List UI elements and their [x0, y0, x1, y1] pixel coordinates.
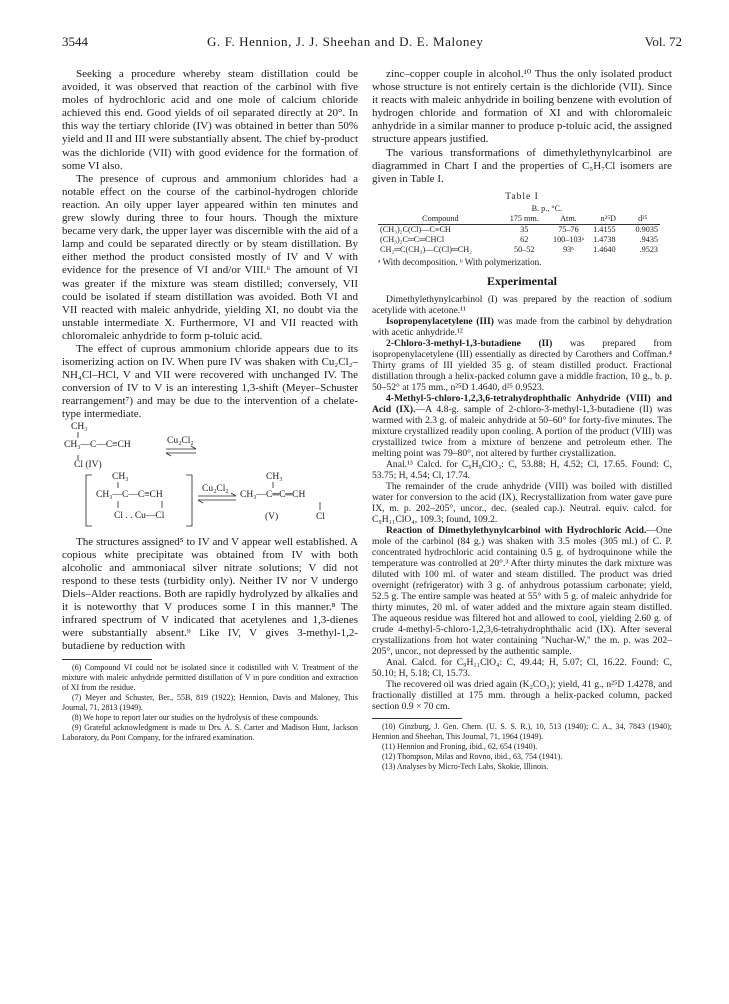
paragraph-text: was made from the carbinol by dehydration with acetic anhydride.¹² — [372, 315, 672, 338]
table-cell: .9435 — [639, 234, 658, 244]
compound-name: Isopropenylacetylene (III) — [386, 315, 494, 327]
page-number: 3544 — [62, 34, 88, 49]
paragraph: The various transformations of dimethylethynylcarbinol are diagrammed in Chart I and the properties of C₅H₇Cl isomers are given in Table I. — [372, 146, 672, 185]
right-column — [372, 68, 672, 772]
analysis: Anal. Calcd. for C₉H₁₁ClO₄: C, 49.44; H, 5.07; Cl, 16.22. Found: C, 50.10; H, 5.18; Cl, 15.73. — [372, 656, 672, 679]
reagent-label: Cu₂Cl₂ — [167, 435, 194, 446]
paragraph-text: —A 4.8-g. sample of 2-chloro-3-methyl-1,3-butadiene (II) was warmed with 2.3 g. of maleic anhydride at 50–60° for forty-five minutes. The mixture crystallized readily upon cooling. A portion of the product (VIII) was crystallized twice from a mixture of benzene and petroleum ether. The melting point was 79–80°, not altered by further crystallization. — [372, 403, 672, 459]
chelate-copper: Cl . . Cu—Cl — [114, 510, 165, 521]
compound-iv-label: Cl (IV) — [74, 459, 102, 470]
paragraph — [372, 525, 672, 657]
paragraph: The recovered oil was dried again (K₂CO₃); yield, 41 g., n²⁵D 1.4278, and fractionally distilled at 175 mm. through a helix-packed column, packed section 0.9 × 70 cm. — [372, 678, 672, 712]
compound-header: Compound — [422, 213, 459, 223]
paragraph: Dimethylethynylcarbinol (I) was prepared by the reaction of sodium acetylide with acetone.¹¹ — [372, 293, 672, 316]
reaction-title: Reaction of Dimethylethynylcarbinol with Hydrochloric Acid. — [386, 524, 647, 536]
footnote: (8) We hope to report later our studies on the hydrolysis of these compounds. — [72, 713, 319, 723]
table-header-row — [378, 214, 660, 224]
table-cell: 1.4738 — [593, 234, 616, 244]
atm-header: Atm. — [560, 213, 577, 223]
table-footnote: ᵃ With decomposition. ᵇ With polymerization. — [378, 256, 542, 267]
footnote-rule — [372, 718, 462, 719]
compound-name: 4-Methyl-5-chloro-1,2,3,6-tetrahydrophthalic Anhydride (VIII) and Acid (IX). — [372, 392, 672, 415]
table-row — [378, 235, 660, 245]
methyl-label: CH₃ — [71, 421, 88, 432]
table-cell: 93ᵇ — [563, 244, 574, 254]
table-cell: .9523 — [639, 244, 658, 254]
footnote: (11) Hennion and Froning, ibid., 62, 654 (1940). — [382, 741, 538, 751]
table-cell: 50–52 — [514, 244, 535, 254]
methyl-label: CH₃ — [112, 471, 129, 482]
bp-header: B. p., °C. — [531, 203, 563, 213]
section-heading: Experimental — [487, 273, 557, 288]
paragraph: Seeking a procedure whereby steam distillation could be avoided, it was observed that reaction of the carbinol with five moles of hydrochloric acid and one mole of calcium chloride achieved this end. Good yields of oil separated directly at 20°. In this way the tertiary chloride (IV) was obtained in better than 50% yield and II and III were substantially absent. The chief by-product was the dichloride (VII) with good evidence for the formation of some VI also. — [62, 68, 358, 172]
chelate-formula: CH₃—C—C≡CH — [96, 489, 163, 500]
reaction-scheme — [62, 422, 358, 536]
running-authors: G. F. Hennion, J. J. Sheehan and D. E. Maloney — [207, 34, 484, 49]
table-cell: (CH₃)₂C═C═CHCl — [380, 234, 445, 244]
paragraph — [372, 338, 672, 393]
footnote: (6) Compound VI could not be isolated since it codistilled with V. Treatment of the mixture with maleic anhydride permitted distillation of V in pure condition and extraction of XI from the residue. — [62, 663, 358, 693]
table-cell: 1.4640 — [593, 244, 616, 254]
reagent-label: Cu₂Cl₂ — [202, 483, 229, 494]
methyl-label: CH₃ — [266, 471, 283, 482]
paragraph: The presence of cuprous and ammonium chlorides had a notable effect on the course of the carbinol-hydrogen chloride reaction. An oily upper layer appeared within ten minutes and grew slowly during three to four hours. Though the mixture became very dark, the upper layer was discernible with the aid of a lamp and could be separated directly or by steam distillation. By either method the product consisted mostly of IV and V with evidence for the presence of VI and/or VIII.⁶ The amount of VI was greater if the mixture was steam distilled; conversely, VII could be isolated if steam distillation was avoided. Both VI and VII reacted with maleic anhydride, yielding XI, no doubt via the unstable intermediate X. Furthermore, VI and VII reacted with chloromaleic anhydride to form p-toluic acid. — [62, 172, 358, 342]
table-header-row — [378, 204, 660, 214]
paragraph-text: —One mole of the carbinol (84 g.) was shaken with 3.5 moles (305 ml.) of C. P. concentrated hydrochloric acid containing 0.5 g. of hydroquinone while the temperature was controlled at 20°.³ After thirty minutes the dark mixture was diluted with 100 ml. of water and steam distilled. The product was dried overnight (refrigerator) with 3 g. of anhydrous potassium carbonate; yield, 52.5 g. The entire sample was heated at 55° with 5 g. of maleic anhydride for thirty minutes, 20 ml. of water added and the mixture again steam distilled. The aqueous residue was filtered hot and allowed to cool, yielding 2.60 g. of crude 4-methyl-5-chloro-1,2,3,6-tetrahydrophthalic acid (IX). After several crystallizations from hot water containing "Nuchar-W," the m. p. was 202–205°, uncor., not depressed by the authentic sample. — [372, 524, 672, 657]
table-cell: 1.4155 — [593, 224, 616, 234]
chlorine-label: Cl — [316, 511, 325, 522]
density-header: d²⁵ — [638, 213, 648, 223]
paragraph: The structures assigned⁵ to IV and V appear well established. A copious white precipitate was obtained from IV with both alcoholic and ammoniacal silver nitrate solutions; V did not respond to these tests (turbidity only). Neither IV nor V undergo Diels–Alder reactions. Both are rapidly hydrolyzed by alkalies and it is noteworthy that V produces some I in this manner.⁸ The infrared spectrum of V indicated that acetylenes and 1,3-dienes were substantially absent.⁹ Like IV, V gives 3-methyl-1,2-butadiene by reduction with — [62, 535, 358, 653]
table-caption: Table I — [505, 191, 539, 202]
experimental-section — [372, 294, 672, 712]
table-cell: 100–103ᵃ — [552, 234, 584, 244]
table-cell: 0.9035 — [635, 224, 658, 234]
refractive-index-header: n²⁵D — [600, 213, 616, 223]
paragraph — [372, 316, 672, 338]
paragraph: The effect of cuprous ammonium chloride appears due to its isomerizing action on IV. When pure IV was shaken with Cu₂Cl₂–NH₄Cl–HCl, V and VII were recovered with unchanged IV. The conversion of IV to V is an interesting 1,3-shift (Meyer–Schuster rearrangement⁷) and may be due to the intervention of a chelate-type intermediate. — [62, 342, 358, 421]
paragraph-text: was prepared from isopropenylacetylene (III) essentially as directed by Carothers and Coffman.⁴ Thirty grams of III yielded 35 g. of steam distilled product. Fractional distillation through a helix-packed column gave a middle fraction, 10 g., b. p. 50–52° at 175 mm., n²⁵D 1.4640, d²⁵ 0.9523. — [372, 337, 672, 393]
paragraph — [372, 393, 672, 459]
paragraph: The remainder of the crude anhydride (VIII) was boiled with distilled water for conversion to the acid (IX). Recrystallization from water gave pure IX, m. p. 202–205°, uncor., dec. (sealed cap.). Neutral. equiv. calcd. for C₉H₁₁ClO₄, 109.3; found, 109.2. — [372, 480, 672, 525]
table-row — [378, 224, 660, 235]
footnote: (9) Grateful acknowledgment is made to Drs. A. S. Carter and Madison Hunt, Jackson Laboratory, du Pont Company, for the infrared examination. — [62, 723, 358, 743]
table-cell: 35 — [520, 224, 529, 234]
footnote: (12) Thompson, Milas and Rovno, ibid., 63, 754 (1941). — [382, 751, 563, 761]
footnote: (13) Analyses by Micro-Tech Labs, Skokie, Illinois. — [382, 761, 549, 771]
footnote: (10) Ginzburg, J. Gen. Chem. (U. S. S. R.), 10, 513 (1940); C. A., 34, 7843 (1940); Hennion and Sheehan, This Journal, 71, 1964 (1949). — [372, 721, 672, 741]
table-cell: CH₂═C(CH₃)—C(Cl)═CH₂ — [380, 244, 473, 254]
analysis: Anal.¹³ Calcd. for C₉H₉ClO₃: C, 53.88; H, 4.52; Cl, 17.65. Found: C, 53.75; H, 4.54; Cl, 17.74. — [372, 458, 672, 481]
compound-v-label: (V) — [265, 511, 279, 522]
paragraph: zinc–copper couple in alcohol.¹⁰ Thus the only isolated product whose structure is not entirely certain is the dichloride (VII). Since it reacts with maleic anhydride in boiling benzene with evolution of hydrogen chloride and formation of XI and with chloromaleic anhydride in a similar manner to produce p-toluic acid, the assigned structure appears justified. — [372, 68, 672, 146]
footnote-rule — [62, 659, 152, 660]
table-row — [378, 245, 660, 255]
running-header — [62, 34, 682, 54]
bp175-header: 175 mm. — [509, 213, 539, 223]
table-cell: (CH₃)₂C(Cl)—C≡CH — [380, 224, 451, 234]
table-cell: 75–76 — [558, 224, 579, 234]
footnote: (7) Meyer and Schuster, Ber., 55B, 819 (1922); Hennion, Davis and Maloney, This Journal, 71, 2813 (1949). — [62, 693, 358, 713]
volume-label: Vol. 72 — [644, 34, 682, 49]
table-cell: 62 — [520, 234, 529, 244]
compound-v-formula: CH₃—C═C═CH — [240, 489, 306, 500]
compound-iv-formula: CH₃—C—C≡CH — [64, 439, 131, 450]
compound-name: 2-Chloro-3-methyl-1,3-butadiene (II) — [386, 337, 553, 349]
left-column — [62, 68, 358, 743]
properties-table — [378, 204, 660, 255]
